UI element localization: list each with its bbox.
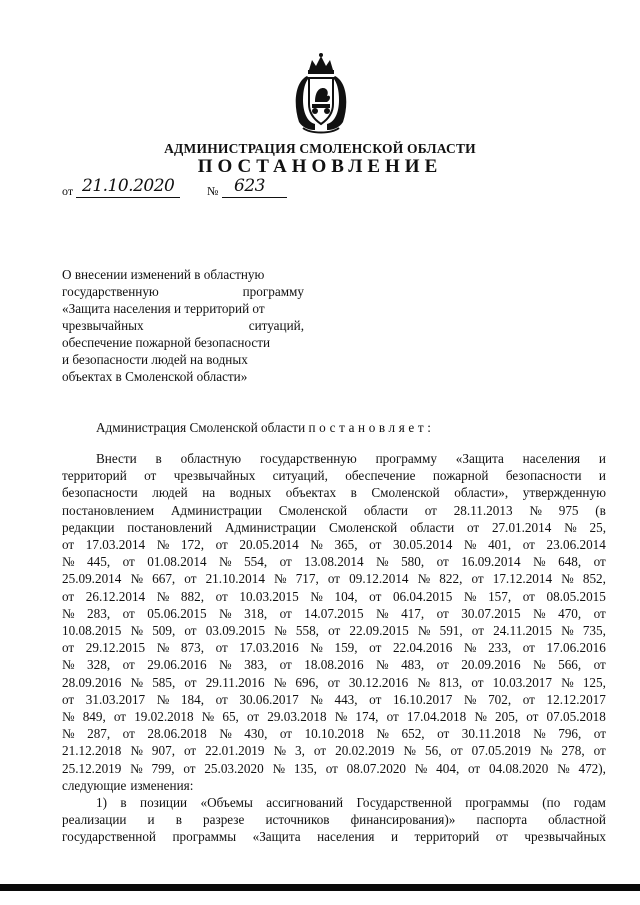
preamble — [96, 420, 434, 436]
subject-line: «Защита населения и территорий от — [62, 301, 265, 316]
document-subject — [62, 266, 304, 385]
body-line: безопасности людей на водных объектах в Смоленской области», утвержденную — [62, 485, 606, 501]
subject-line: обеспечение пожарной безопасности — [62, 335, 271, 350]
subject-line: и безопасности людей на водных — [62, 352, 248, 367]
subject-line: О внесении изменений в областную — [62, 267, 265, 282]
subject-line: объектах в Смоленской области» — [62, 369, 248, 384]
number-prefix: № — [207, 184, 219, 198]
body-line: от 29.12.2015 № 873, от 17.03.2016 № 159, от 22.04.2016 № 233, от 17.06.2016 — [62, 640, 606, 656]
body-line: государственной программы «Защита населения и территорий от чрезвычайных — [62, 829, 606, 845]
subject-line — [62, 317, 304, 334]
subject-word: государственную — [62, 284, 159, 299]
body-line: № 849, от 19.02.2018 № 65, от 29.03.2018 № 174, от 17.04.2018 № 205, от 07.05.2018 — [62, 709, 606, 725]
issue-line — [62, 176, 302, 203]
body-line: территорий от чрезвычайных ситуаций, обеспечение пожарной безопасности и — [62, 468, 606, 484]
body-line: № 283, от 05.06.2015 № 318, от 14.07.2015 № 417, от 30.07.2015 № 470, от — [62, 605, 606, 621]
body-line: 10.08.2015 № 509, от 03.09.2015 № 558, от 22.09.2015 № 591, от 24.11.2015 № 735, — [62, 623, 606, 639]
body-line: 25.12.2019 № 799, от 25.03.2020 № 135, от 08.07.2020 № 404, от 04.08.2020 № 472), — [62, 760, 606, 776]
document-type-title: ПОСТАНОВЛЕНИЕ — [197, 156, 443, 177]
subject-word: чрезвычайных — [62, 318, 144, 333]
preamble-decree-word: постановляет: — [308, 420, 435, 435]
subject-word: программу — [242, 284, 304, 299]
body-line: реализации и в разрезе источников финансирования)» паспорта областной — [62, 812, 606, 828]
page-bottom-edge — [0, 884, 640, 891]
body-line: следующие изменения: — [62, 777, 194, 793]
body-line: № 328, от 29.06.2016 № 383, от 18.08.2016 № 483, от 20.09.2016 № 566, от — [62, 657, 606, 673]
body-line: 25.09.2014 № 667, от 21.10.2014 № 717, от 09.12.2014 № 822, от 17.12.2014 № 852, — [62, 571, 606, 587]
body-line: 21.12.2018 № 907, от 22.01.2019 № 3, от 20.02.2019 № 56, от 07.05.2019 № 278, от — [62, 743, 606, 759]
number-underline — [222, 197, 287, 198]
body-line: от 26.12.2014 № 882, от 10.03.2015 № 104, от 06.04.2015 № 157, от 08.05.2015 — [62, 588, 606, 604]
organization-name: АДМИНИСТРАЦИЯ СМОЛЕНСКОЙ ОБЛАСТИ — [164, 141, 476, 156]
body-line: № 287, от 28.06.2018 № 430, от 10.10.2018 № 652, от 30.11.2018 № 796, от — [62, 726, 606, 742]
date-handwritten: 21.10.2020 — [82, 176, 175, 196]
body-line: постановлением Администрации Смоленской области от 28.11.2013 № 975 (в — [62, 502, 606, 518]
body-line: 28.09.2016 № 585, от 29.11.2016 № 696, от 30.12.2016 № 813, от 10.03.2017 № 125, — [62, 674, 606, 690]
number-handwritten: 623 — [234, 176, 265, 196]
body-line: № 445, от 01.08.2014 № 554, от 13.08.2014 № 580, от 16.09.2014 № 648, от — [62, 554, 606, 570]
body-line: редакции постановлений Администрации Смоленской области от 27.01.2014 № 25, — [62, 519, 606, 535]
subject-word: ситуаций, — [248, 318, 304, 333]
document-body — [62, 450, 606, 846]
body-line: 1) в позиции «Объемы ассигнований Государственной программы (по годам — [96, 795, 606, 811]
body-line: от 31.03.2017 № 184, от 30.06.2017 № 443, от 16.10.2017 № 702, от 12.12.2017 — [62, 691, 606, 707]
date-underline — [76, 197, 180, 198]
body-line: от 17.03.2014 № 172, от 20.05.2014 № 365, от 30.05.2014 № 401, от 23.06.2014 — [62, 537, 606, 553]
date-prefix: от — [62, 184, 74, 198]
subject-line — [62, 283, 304, 300]
coat-of-arms-emblem-icon — [285, 52, 357, 134]
body-line: Внести в областную государственную программу «Защита населения и — [96, 451, 606, 466]
preamble-text: Администрация Смоленской области — [96, 420, 309, 435]
